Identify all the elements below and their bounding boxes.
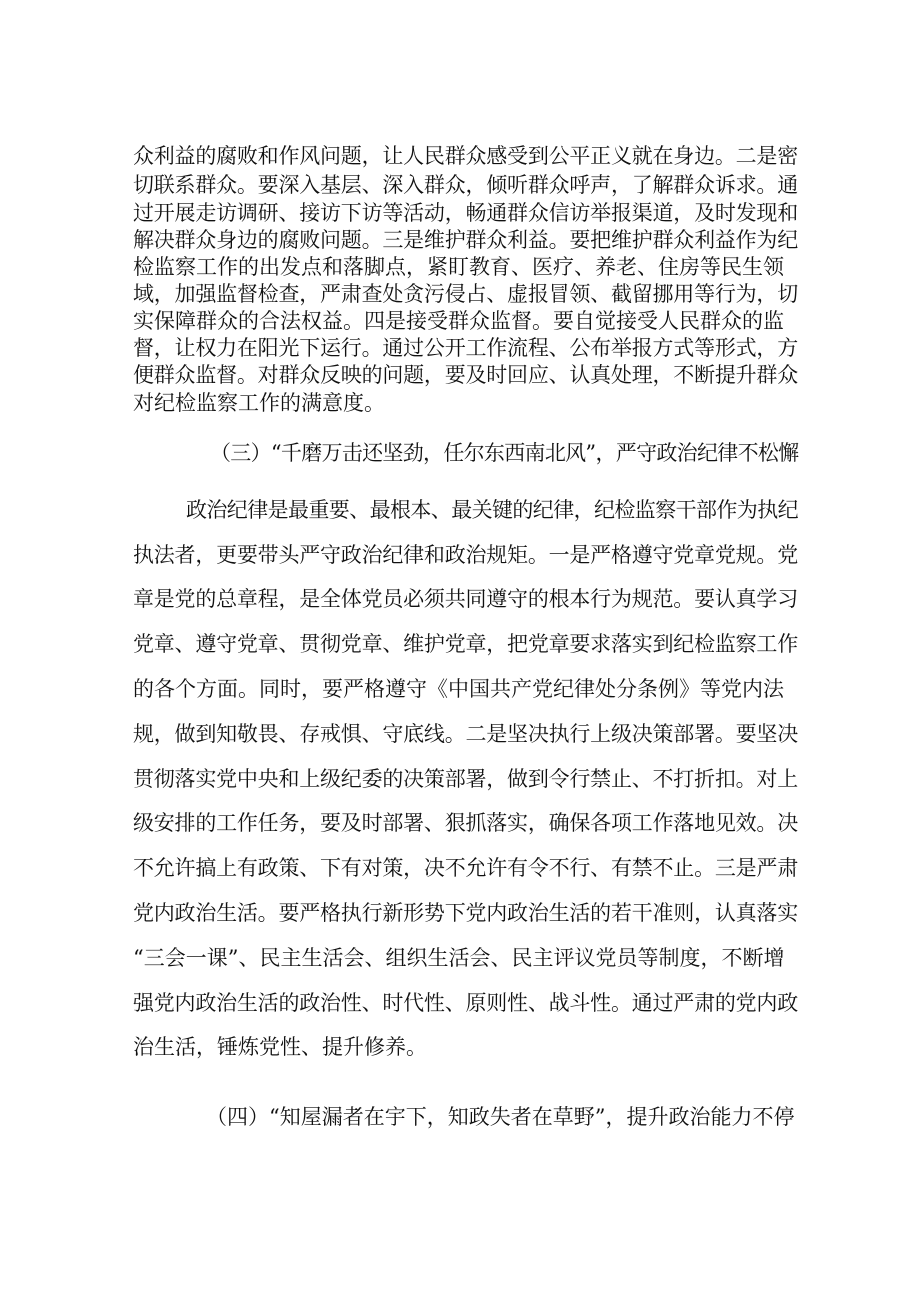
paragraph-line: 便群众监督。对群众反映的问题，要及时回应、认真处理，不断提升群众 <box>133 363 798 387</box>
paragraph-line: 治生活，锤炼党性、提升修养。 <box>133 1035 427 1059</box>
paragraph-line: 规，做到知敬畏、存戒惧、守底线。二是坚决执行上级决策部署。要坚决 <box>133 722 798 746</box>
paragraph-line: 级安排的工作任务，要及时部署、狠抓落实，确保各项工作落地见效。决 <box>133 811 798 835</box>
paragraph-line: 章是党的总章程，是全体党员必须共同遵守的根本行为规范。要认真学习 <box>133 587 798 611</box>
section-heading-4: （四）“知屋漏者在宇下，知政失者在草野”，提升政治能力不停 <box>206 1105 795 1129</box>
paragraph-line: 的各个方面。同时，要严格遵守《中国共产党纪律处分条例》等党内法 <box>133 677 784 701</box>
paragraph-line: 域，加强监督检查，严肃查处贪污侵占、虚报冒领、截留挪用等行为，切 <box>133 282 798 306</box>
paragraph-line: 督，让权力在阳光下运行。通过公开工作流程、公布举报方式等形式，方 <box>133 336 798 360</box>
paragraph-line: 切联系群众。要深入基层、深入群众，倾听群众呼声，了解群众诉求。通 <box>133 173 798 197</box>
paragraph-line: 强党内政治生活的政治性、时代性、原则性、战斗性。通过严肃的党内政 <box>133 991 798 1015</box>
paragraph-line: 党章、遵守党章、贯彻党章、维护党章，把党章要求落实到纪检监察工作 <box>133 632 798 656</box>
paragraph-line: 不允许搞上有政策、下有对策，决不允许有令不行、有禁不止。三是严肃 <box>133 856 798 880</box>
paragraph-line: 执法者，更要带头严守政治纪律和政治规矩。一是严格遵守党章党规。党 <box>133 543 798 567</box>
paragraph-line: 众利益的腐败和作风问题，让人民群众感受到公平正义就在身边。二是密 <box>133 144 798 168</box>
paragraph-line: 检监察工作的出发点和落脚点，紧盯教育、医疗、养老、住房等民生领 <box>133 255 784 279</box>
paragraph-line: 实保障群众的合法权益。四是接受群众监督。要自觉接受人民群众的监 <box>133 309 784 333</box>
paragraph-line: 对纪检监察工作的满意度。 <box>133 391 385 415</box>
paragraph-line: “三会一课”、民主生活会、组织生活会、民主评议党员等制度，不断增 <box>133 946 785 970</box>
paragraph-line: 过开展走访调研、接访下访等活动，畅通群众信访举报渠道，及时发现和 <box>133 201 798 225</box>
paragraph-line: 党内政治生活。要严格执行新形势下党内政治生活的若干准则，认真落实 <box>133 901 798 925</box>
section-heading-3: （三）“千磨万击还坚劲，任尔东西南北风”，严守政治纪律不松懈 <box>210 441 799 465</box>
paragraph-line: 政治纪律是最重要、最根本、最关键的纪律，纪检监察干部作为执纪 <box>186 498 798 522</box>
paragraph-line: 解决群众身边的腐败问题。三是维护群众利益。要把维护群众利益作为纪 <box>133 228 798 252</box>
paragraph-line: 贯彻落实党中央和上级纪委的决策部署，做到令行禁止、不打折扣。对上 <box>133 767 798 791</box>
